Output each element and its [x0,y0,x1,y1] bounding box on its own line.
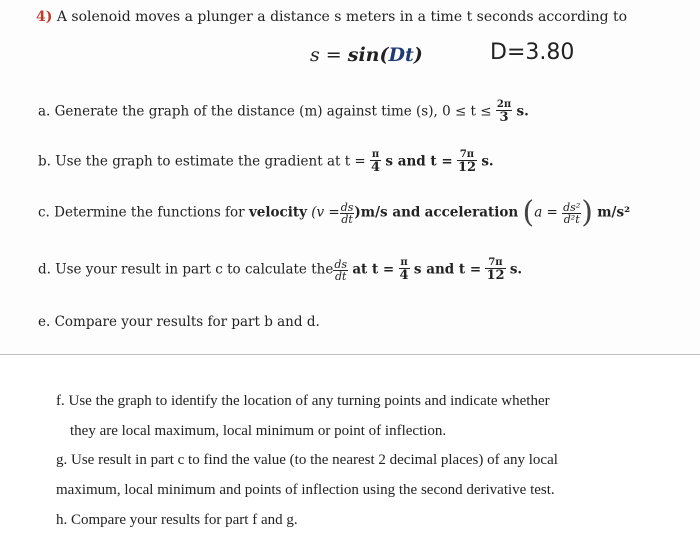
part-b-unit: s. [481,153,494,170]
part-c-v-fraction: $\frac{ds}{dt}$ [340,200,354,226]
part-c-v-open: (v = [311,204,340,221]
question-intro: A solenoid moves a plunger a distance s meters in a time t seconds according to [56,9,628,25]
part-c-a-fraction: $\frac{\text{ds²}}{\text{d²t}}$ [563,200,581,226]
part-c: c. Determine the functions for velocity (v = $\frac{ds}{dt}$ )m/s and acceleration (a = $\frac{\text{ds²}}{\text{d²t}}$ ) m/s² [38,195,630,230]
equation-lhs: s = [310,44,348,66]
question-header [36,9,627,25]
part-e: e. Compare your results for part b and d. [38,314,320,330]
part-d-fraction-2: $\frac{7\pi}{12}$ [486,257,505,283]
part-c-a-unit: m/s² [597,204,630,221]
part-g-line-1: g. Use result in part c to find the value (to the nearest 2 decimal places) of any local [56,452,558,468]
part-d-mid: at t = [352,261,395,278]
question-number: 4) [36,9,53,25]
part-a-unit: s. [516,103,529,120]
part-h: h. Compare your results for part f and g. [56,512,298,528]
part-a-text: a. Generate the graph of the distance (m) against time (s), 0 ≤ t ≤ [38,103,492,120]
part-d-unit: s. [509,261,523,278]
part-f-line-1: f. Use the graph to identify the location of any turning points and indicate whether [56,393,550,409]
equation [310,44,423,66]
part-b-fraction-2: $\frac{7\pi}{12}$ [457,149,477,175]
part-d [38,258,522,282]
part-d-derivative: $\frac{ds}{dt}$ [334,257,348,283]
part-d-fraction-1: $\frac{\pi}{4}$ [399,257,409,283]
part-c-v-unit: )m/s and [354,204,421,221]
part-c-velocity: velocity [248,204,307,221]
parameter-d: D=3.80 [490,40,575,65]
part-b [38,150,494,174]
part-b-fraction-1: $\frac{\pi}{4}$ [371,149,381,175]
part-c-text: c. Determine the functions for [38,204,245,221]
part-g-line-2: maximum, local minimum and points of inflection using the second derivative test. [56,482,555,498]
part-d-mid2: s and t = [413,261,482,278]
part-b-mid: s and t = [385,153,453,170]
part-a [38,100,529,124]
equation-arg: Dt [388,44,414,66]
part-d-text: d. Use your result in part c to calculate the [38,261,334,278]
part-c-acceleration: acceleration [424,204,519,221]
part-f-line-2: they are local maximum, local minimum or point of inflection. [70,423,447,439]
part-c-a-lhs: a = [534,204,558,221]
equation-close: ) [413,44,423,66]
part-a-fraction: $\frac{2\pi}{3}$ [496,99,512,125]
part-b-text: b. Use the graph to estimate the gradient at t = [38,153,366,170]
equation-func: sin( [347,44,389,66]
